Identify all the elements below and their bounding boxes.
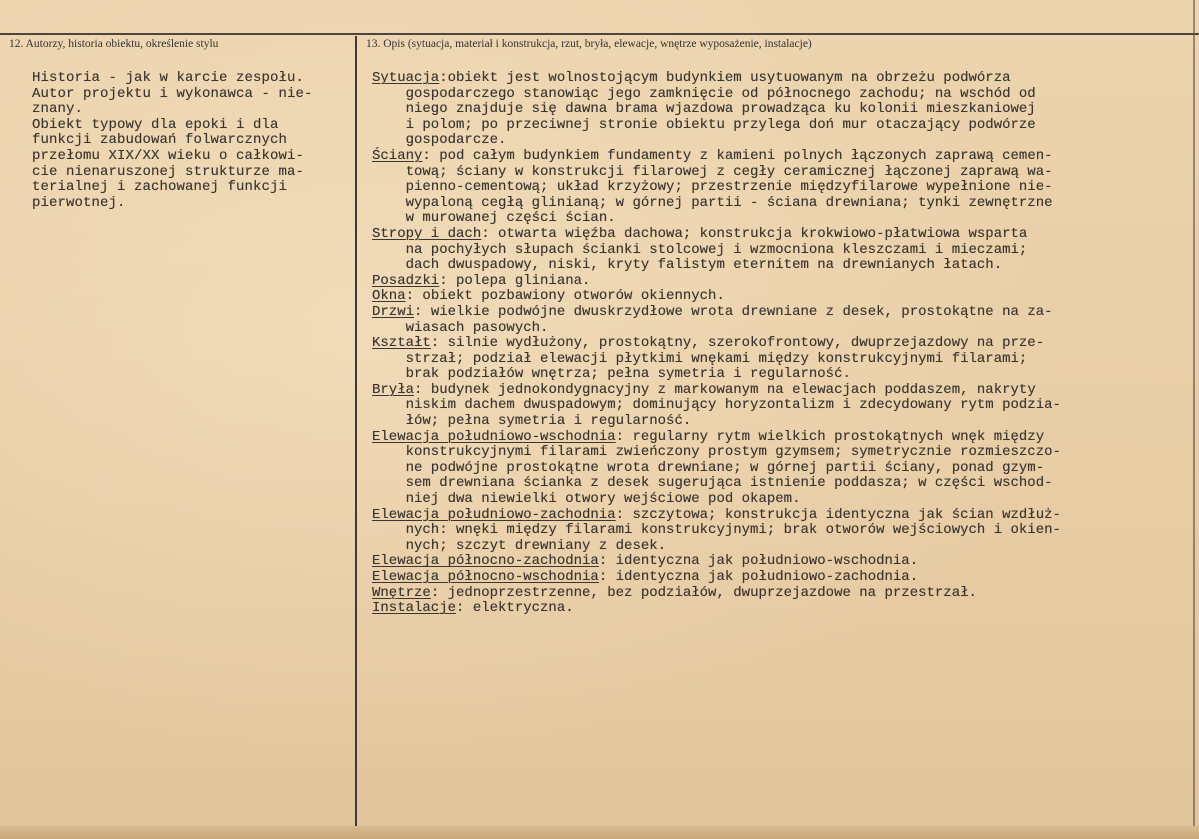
entry-sciany [372,149,1187,227]
entry-instalacje [372,601,1187,617]
entry-label: Wnętrze [372,584,431,601]
section-13-body [372,71,1187,617]
entry-text: : jednoprzestrzenne, bez podziałów, dwuprzejazdowe na przestrzał. [430,584,977,601]
card-right-edge [1193,0,1195,839]
entry-okna [372,289,1187,305]
entry-label: Instalacje [372,600,457,617]
column-divider [355,36,357,826]
entry-text: : identyczna jak południowo-wschodnia. [598,553,919,570]
entry-label: Sytuacja [372,70,440,86]
entry-label: Ściany [372,147,423,164]
entry-label: Elewacja południowo-wschodnia [372,428,616,445]
entry-text: : pod całym budynkiem fundamenty z kamieni polnych łączonych zaprawą cemen- tową; ściany w konstrukcji filarowej z cegły ceramicznej łączonej zaprawą wa- pienno-cementową; układ krzyżowy; przestrzenie międzyfilarowe wypełnione nie- wypaloną cegłą glinianą; w górnej partii - ściana drewniana; tynki zewnętrzne w murowanej części ścian. [405,147,1053,227]
entry-elewacja-pn-wsch [372,570,1187,586]
card-bottom-edge [0,826,1199,839]
entry-text: : regularny rytm wielkich prostokątnych wnęk między konstrukcyjnymi filarami zwieńczony prostym gzymsem; symetrycznie rozmieszczo- ne podwójne prostokątne wrota drewniane; w górnej partii ściany, ponad gzym- sem drewniana ścianka z desek sugerująca istnienie poddasza; w części wschod- niej dwa niewielki otwory wejściowe pod okapem. [405,428,1061,508]
section-12-header: 12. Autorzy, historia obiektu, określenie stylu [9,38,219,50]
entry-elewacja-pd-zach [372,508,1187,555]
entry-elewacja-pd-wsch [372,430,1187,508]
entry-text: : szczytowa; konstrukcja identyczna jak ścian wzdłuż- nych: wnęki między filarami konstrukcyjnymi; brak otworów wejściowych i okien- nych; szczyt drewniany z desek. [405,506,1061,554]
entry-label: Okna [372,288,406,305]
entry-label: Stropy i dach [372,225,482,242]
entry-text: : otwarta więźba dachowa; konstrukcja krokwiowo-płatwiowa wsparta na pochyłych słupach ścianki stolcowej i wzmocniona kleszczami i mieczami; dach dwuspadowy, niski, kryty falistym eternitem na drewnianych łatach. [405,225,1028,274]
entry-wnetrze [372,586,1187,602]
entry-label: Drzwi [372,303,415,320]
entry-text: : wielkie podwójne dwuskrzydłowe wrota drewniane z desek, prostokątne na za- wiasach pasowych. [405,303,1053,336]
entry-drzwi [372,305,1187,336]
entry-stropy-i-dach [372,227,1187,274]
entry-label: Elewacja północno-wschodnia [372,569,599,585]
entry-label: Kształt [372,335,431,352]
entry-text: : elektryczna. [456,600,574,617]
entry-text: :obiekt jest wolnostojącym budynkiem usytuowanym na obrzeżu podwórza gospodarczego stanowiąc jego zamknięcie od północnego zachodu; na wschód od niego znajduje się dawna brama wjazdowa prowadząca ku kolonii mieszkaniowej i polom; po przeciwnej stronie obiektu przylega doń mur otaczający podwórze gospodarcze. [405,70,1036,149]
top-rule [0,33,1199,35]
entry-text: : identyczna jak południowo-zachodnia. [598,569,919,585]
entry-label: Elewacja północno-zachodnia [372,553,599,570]
entry-label: Bryła [372,381,415,398]
entry-text: : obiekt pozbawiony otworów okiennych. [405,288,725,305]
entry-posadzki [372,274,1187,290]
entry-bryla [372,383,1187,430]
entry-text: : budynek jednokondygnacyjny z markowanym na elewacjach poddaszem, nakryty niskim dachem dwuspadowym; dominujący horyzontalizm i zdecydowany rytm podzia- łów; pełna symetria i regularność. [405,381,1061,430]
entry-elewacja-pn-zach [372,554,1187,570]
section-13-header: 13. Opis (sytuacja, materiał i konstrukcja, rzut, bryła, elewacje, wnętrze wyposażenie, instalacje) [366,38,812,50]
entry-sytuacja [372,71,1187,149]
entry-text: : polepa gliniana. [439,272,591,289]
entry-text: : silnie wydłużony, prostokątny, szerokofrontowy, dwuprzejazdowy na prze- strzał; podział elewacji płytkimi wnękami między konstrukcyjnymi filarami; brak podziałów wnętrza; pełna symetria i regularność. [405,335,1045,383]
entry-label: Posadzki [372,272,440,289]
section-12-text: Historia - jak w karcie zespołu. Autor projektu i wykonawca - nie- znany. Obiekt typowy dla epoki i dla funkcji zabudowań folwarcznych przełomu XIX/XX wieku o całkowi- cie nienaruszonej strukturze ma- terialnej i zachowanej funkcji pierwotnej. [32,70,313,211]
entry-label: Elewacja południowo-zachodnia [372,506,616,523]
entry-ksztalt [372,336,1187,383]
